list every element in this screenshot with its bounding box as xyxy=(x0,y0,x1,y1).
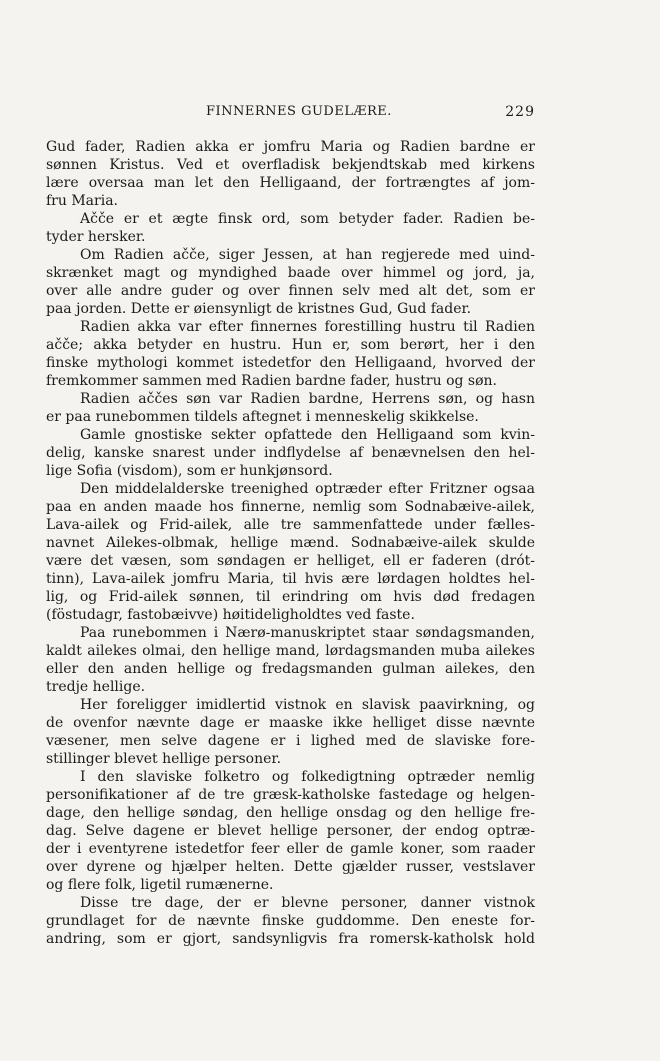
text-line: dag. Selve dagene er blevet hellige personer, der endog optræ- xyxy=(46,823,535,839)
text-line: Gamle gnostiske sekter opfattede den Helligaand som kvin- xyxy=(80,427,535,443)
text-line: navnet Ailekes-olbmak, hellige mænd. Sodnabæive-ailek skulde xyxy=(46,535,535,551)
text-line: eller den anden hellige og fredagsmanden gulman ailekes, den xyxy=(46,661,535,677)
text-line: tredje hellige. xyxy=(46,679,146,695)
text-line: Paa runebommen i Nærø-manuskriptet staar søndagsmanden, xyxy=(80,625,535,641)
text-line: Radien akka var efter finnernes forestilling hustru til Radien xyxy=(80,319,535,335)
text-line: Den middelalderske treenighed optræder efter Fritzner ogsaa xyxy=(80,481,535,497)
text-line: personifikationer af de tre græsk-katholske fastedage og helgen- xyxy=(46,787,535,803)
text-line: væsener, men selve dagene er i lighed med de slaviske fore- xyxy=(46,733,535,749)
text-line: tinn), Lava-ailek jomfru Maria, til hvis ære lørdagen holdtes hel- xyxy=(46,571,535,587)
text-line: skrænket magt og myndighed baade over himmel og jord, ja, xyxy=(46,265,535,281)
text-line: kaldt ailekes olmai, den hellige mand, lørdagsmanden muba ailekes xyxy=(46,643,535,659)
text-line: Lava-ailek og Frid-ailek, alle tre sammenfattede under fælles- xyxy=(46,517,535,533)
text-line: lære oversaa man let den Helligaand, der fortrængtes af jom- xyxy=(46,175,535,191)
body-text xyxy=(46,138,535,948)
text-line: sønnen Kristus. Ved et overfladisk bekjendtskab med kirkens xyxy=(46,157,535,173)
text-line: fru Maria. xyxy=(46,193,118,209)
text-line: og flere folk, ligetil rumænerne. xyxy=(46,877,274,893)
text-line: lig, og Frid-ailek sønnen, til erindring om hvis død fredagen xyxy=(46,589,535,605)
text-line: Gud fader, Radien akka er jomfru Maria og Radien bardne er xyxy=(46,139,535,155)
text-line: Om Radien ačče, siger Jessen, at han regjerede med uind- xyxy=(80,247,535,263)
text-line: over dyrene og hjælper helten. Dette gjælder russer, vestslaver xyxy=(46,859,535,875)
text-line: Ačče er et ægte finsk ord, som betyder fader. Radien be- xyxy=(80,211,535,227)
text-line: er paa runebommen tildels aftegnet i menneskelig skikkelse. xyxy=(46,409,479,425)
text-line: ačče; akka betyder en hustru. Hun er, som berørt, her i den xyxy=(46,337,535,353)
text-line: paa en anden maade hos finnerne, nemlig som Sodnabæive-ailek, xyxy=(46,499,535,515)
text-line: (föstudagr, fastobæivve) høitideligholdtes ved faste. xyxy=(46,607,415,623)
text-line: de ovenfor nævnte dage er maaske ikke helliget disse nævnte xyxy=(46,715,535,731)
text-line: I den slaviske folketro og folkedigtning optræder nemlig xyxy=(80,769,535,785)
text-line: andring, som er gjort, sandsynligvis fra romersk-katholsk hold xyxy=(46,931,535,947)
text-line: stillinger blevet hellige personer. xyxy=(46,751,282,767)
text-line: dage, den hellige søndag, den hellige onsdag og den hellige fre- xyxy=(46,805,535,821)
running-title: FINNERNES GUDELÆRE. xyxy=(206,104,392,119)
text-line: Her foreligger imidlertid vistnok en slavisk paavirkning, og xyxy=(80,697,535,713)
text-line: grundlaget for de nævnte finske guddomme. Den eneste for- xyxy=(46,913,535,929)
text-line: lige Sofia (visdom), som er hunkjønsord. xyxy=(46,463,333,479)
text-line: finske mythologi kommet istedetfor den Helligaand, hvorved der xyxy=(46,355,535,371)
text-line: være det væsen, som søndagen er helliget, ell er faderen (drót- xyxy=(46,553,535,569)
page-number: 229 xyxy=(505,104,535,120)
text-line: der i eventyrene istedetfor feer eller de gamle koner, som raader xyxy=(46,841,535,857)
text-line: Radien aččes søn var Radien bardne, Herrens søn, og hasn xyxy=(80,391,535,407)
text-line: paa jorden. Dette er øiensynligt de kristnes Gud, Gud fader. xyxy=(46,301,472,317)
text-line: over alle andre guder og over finnen selv med alt det, som er xyxy=(46,283,535,299)
text-line: fremkommer sammen med Radien bardne fader, hustru og søn. xyxy=(46,373,498,389)
text-line: Disse tre dage, der er blevne personer, danner vistnok xyxy=(80,895,535,911)
text-line: delig, kanske snarest under indflydelse af benævnelsen den hel- xyxy=(46,445,535,461)
text-line: tyder hersker. xyxy=(46,229,146,245)
